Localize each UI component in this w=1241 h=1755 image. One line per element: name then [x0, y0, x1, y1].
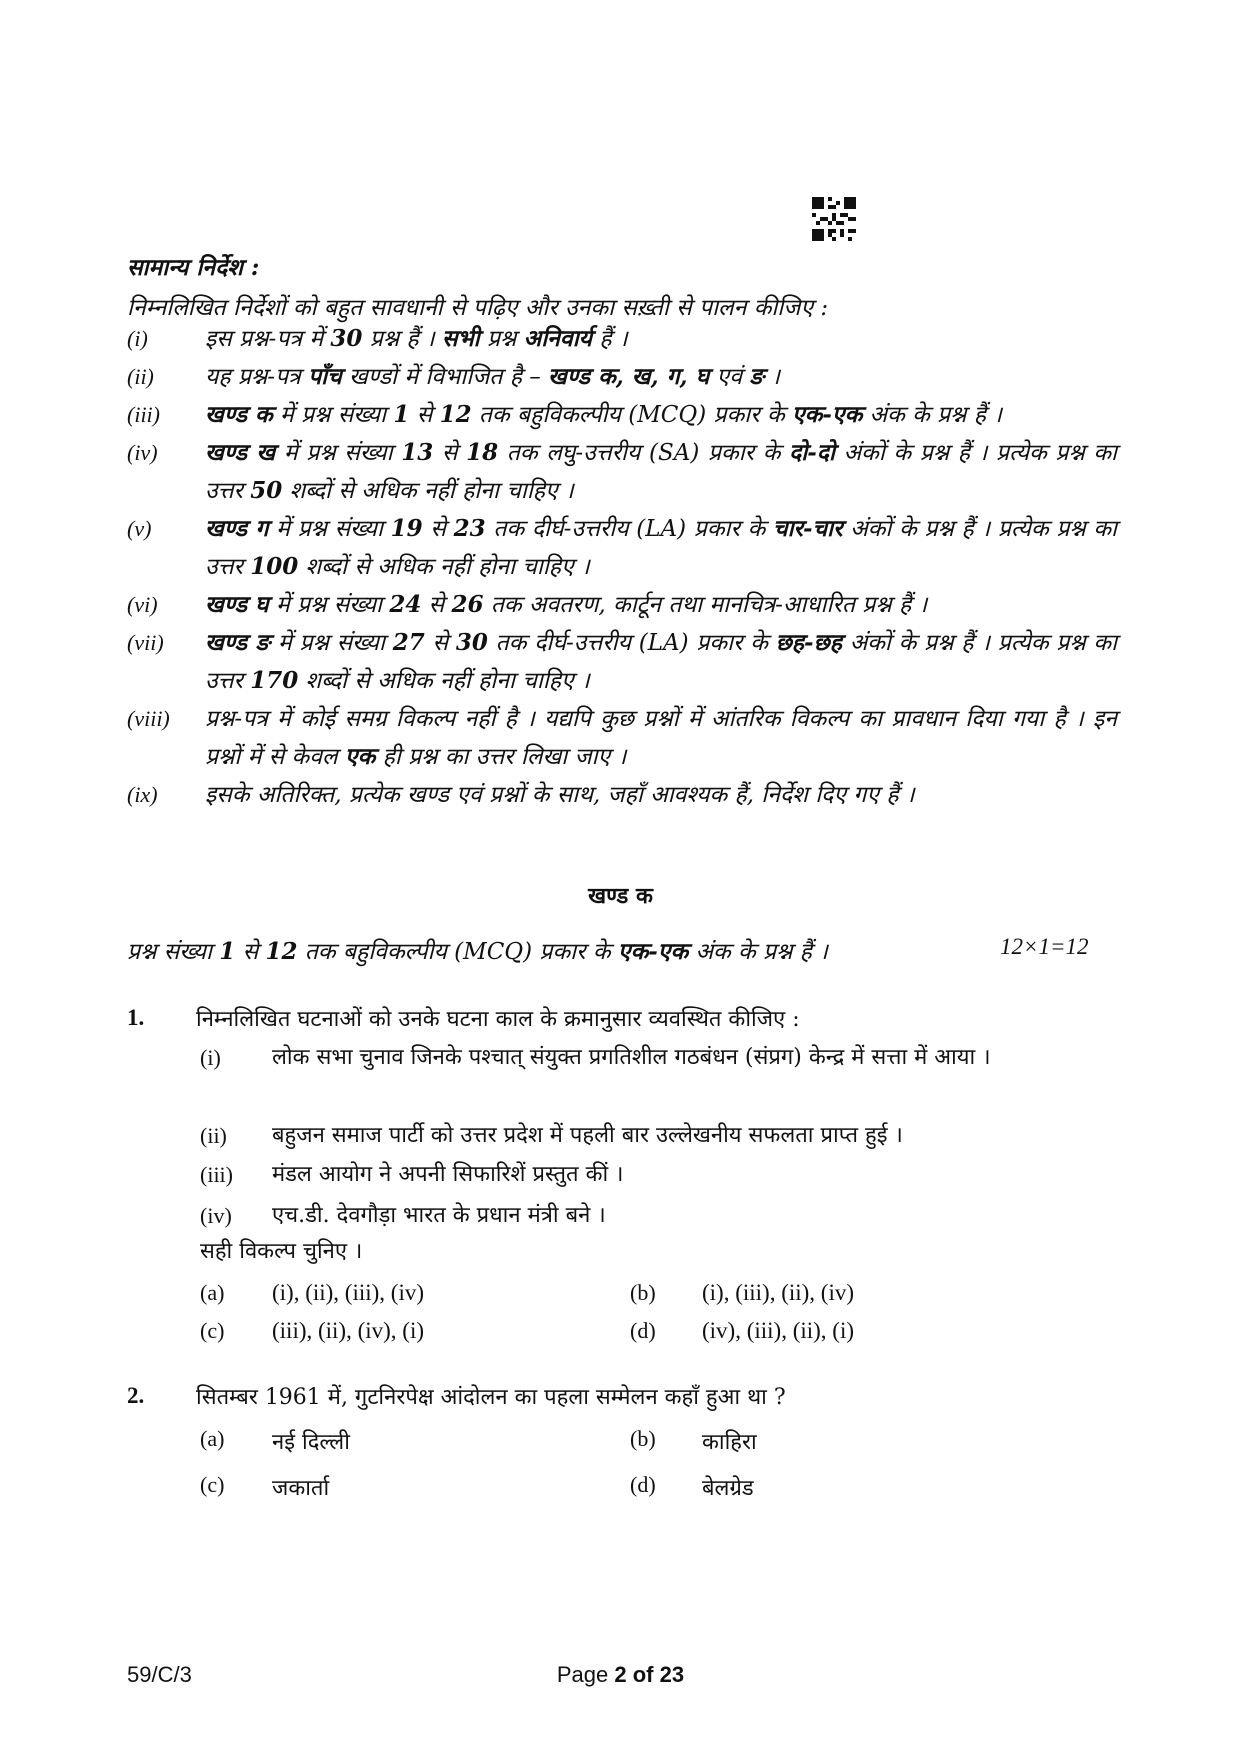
instruction-text-part: अंकों के प्रश्न हैं । प्रत्येक प्रश्न का उत्तर	[205, 440, 1118, 504]
choose-instruction: सही विकल्प चुनिए ।	[200, 1239, 363, 1264]
option-label: (d)	[630, 1472, 656, 1497]
instruction-text-part: एवं	[709, 364, 750, 390]
instruction-text-part: तक दीर्घ-उत्तरीय (LA) प्रकार के	[487, 630, 776, 656]
page-prefix: Page	[556, 1662, 615, 1687]
instruction-item	[127, 320, 1117, 358]
option-label: (a)	[200, 1280, 225, 1305]
instruction-item	[127, 700, 1117, 776]
option-text: (iii), (ii), (iv), (i)	[272, 1318, 425, 1343]
instruction-text-part: शब्दों से अधिक नहीं होना चाहिए ।	[282, 478, 574, 504]
section-title: खण्ड क	[588, 883, 653, 909]
emphasis-text: 30	[455, 629, 488, 656]
emphasis-text: सभी	[441, 325, 480, 352]
page-of: of	[626, 1662, 660, 1687]
sub-item	[200, 1040, 1080, 1076]
emphasis-text: 12	[265, 938, 298, 965]
instruction-text-part: में प्रश्न संख्या	[268, 516, 391, 542]
instruction-item	[127, 776, 1117, 814]
section-marks: 12×1=12	[1000, 934, 1089, 959]
sub-item-number: (iii)	[200, 1162, 233, 1187]
option-label: (c)	[200, 1318, 225, 1343]
instruction-text-part: अंकों के प्रश्न हैं । प्रत्येक प्रश्न का उत्तर	[205, 630, 1118, 694]
section-note-part: प्रश्न संख्या	[127, 939, 220, 965]
instruction-item	[127, 586, 1117, 624]
emphasis-text: पाँच	[308, 363, 342, 390]
instruction-text-part: ।	[763, 364, 780, 390]
page-current: 2	[614, 1662, 627, 1687]
sub-item-number: (i)	[200, 1045, 221, 1070]
emphasis-text: एक-एक	[791, 401, 863, 428]
instruction-text-part: तक अवतरण, कार्टून तथा मानचित्र-आधारित प्रश्न हैं ।	[483, 592, 928, 618]
paper-code: 59/C/3	[127, 1662, 192, 1687]
emphasis-text: 13	[401, 439, 434, 466]
option-label: (b)	[630, 1426, 656, 1451]
option-text: (i), (ii), (iii), (iv)	[272, 1280, 425, 1305]
option-label: (d)	[630, 1318, 656, 1343]
section-note-part: से	[235, 939, 266, 965]
emphasis-text: एक	[344, 743, 376, 770]
instruction-text	[205, 624, 1117, 700]
instruction-text-part: यह प्रश्न-पत्र	[205, 364, 309, 390]
instruction-text-part: से	[422, 516, 454, 542]
instruction-number: (ii)	[127, 364, 154, 389]
emphasis-text: 19	[390, 515, 423, 542]
page-total: 23	[659, 1662, 685, 1687]
emphasis-text: 170	[250, 667, 299, 694]
instruction-text	[205, 320, 1117, 358]
instruction-number: (ix)	[127, 782, 158, 807]
general-instructions-title: सामान्य निर्देश :	[127, 254, 260, 281]
sub-item-text: बहुजन समाज पार्टी को उत्तर प्रदेश में पहली बार उल्लेखनीय सफलता प्राप्त हुई ।	[272, 1123, 903, 1148]
instruction-text-part: से	[424, 630, 456, 656]
emphasis-text: एक-एक	[617, 938, 689, 965]
sub-item-text: मंडल आयोग ने अपनी सिफारिशें प्रस्तुत कीं ।	[272, 1162, 624, 1187]
emphasis-text: चार-चार	[773, 515, 843, 542]
option-text: काहिरा	[702, 1430, 757, 1455]
emphasis-text: खण्ड क	[205, 401, 273, 428]
option-text: बेलग्रेड	[702, 1476, 754, 1501]
instruction-number: (v)	[127, 516, 152, 541]
sub-item-text: एच.डी. देवगौड़ा भारत के प्रधान मंत्री बने ।	[272, 1203, 606, 1228]
emphasis-text: 26	[451, 591, 484, 618]
emphasis-text: 1	[393, 401, 410, 428]
sub-item-number: (iv)	[200, 1203, 232, 1228]
option-text: जकार्ता	[272, 1476, 330, 1501]
section-note-part: अंक के प्रश्न हैं ।	[688, 939, 828, 965]
instruction-text-part: तक लघु-उत्तरीय (SA) प्रकार के	[498, 440, 790, 466]
emphasis-text: छह-छह	[775, 629, 842, 656]
sub-item-text: लोक सभा चुनाव जिनके पश्चात् संयुक्त प्रगतिशील गठबंधन (संप्रग) केन्द्र में सत्ता में आया ।	[272, 1045, 991, 1070]
instruction-text-part: से	[409, 402, 440, 428]
instruction-item	[127, 396, 1117, 434]
emphasis-text: 23	[453, 515, 486, 542]
instruction-text-part: में प्रश्न संख्या	[272, 402, 394, 428]
instruction-text-part: शब्दों से अधिक नहीं होना चाहिए ।	[298, 554, 590, 580]
instruction-item	[127, 434, 1117, 510]
emphasis-text: 12	[439, 401, 472, 428]
instruction-number: (viii)	[127, 706, 170, 731]
instruction-text-part: तक दीर्घ-उत्तरीय (LA) प्रकार के	[485, 516, 773, 542]
question-text: निम्नलिखित घटनाओं को उनके घटना काल के क्रमानुसार व्यवस्थित कीजिए :	[196, 1007, 800, 1032]
instruction-text-part: में प्रश्न संख्या	[275, 440, 402, 466]
sub-item	[200, 1157, 1080, 1193]
question-number: 2.	[127, 1383, 145, 1408]
instruction-text-part: प्रश्न-पत्र में कोई समग्र विकल्प नहीं है । यद्यपि कुछ प्रश्नों में आंतरिक विकल्प का प्रावधान दिया गया है । इन प्रश्नों में से केवल	[205, 706, 1117, 770]
sub-item	[200, 1198, 1080, 1234]
option-text: नई दिल्ली	[272, 1430, 350, 1455]
instruction-text	[205, 358, 1117, 396]
instruction-text	[205, 434, 1117, 510]
emphasis-text: खण्ड ग	[205, 515, 269, 542]
instruction-item	[127, 510, 1117, 586]
option-text: (iv), (iii), (ii), (i)	[702, 1318, 855, 1343]
instruction-text-part: तक बहुविकल्पीय (MCQ) प्रकार के	[471, 402, 792, 428]
sub-item-number: (ii)	[200, 1123, 227, 1148]
instruction-text	[205, 700, 1117, 776]
instruction-text-part: से	[433, 440, 467, 466]
instruction-number: (iv)	[127, 440, 158, 465]
instruction-text	[205, 510, 1117, 586]
emphasis-text: 30	[330, 325, 363, 352]
instruction-text-part: इसके अतिरिक्त, प्रत्येक खण्ड एवं प्रश्नों के साथ, जहाँ आवश्यक हैं, निर्देश दिए गए हैं ।	[205, 782, 915, 808]
emphasis-text: खण्ड क, ख, ग, घ	[548, 363, 710, 390]
qr-code-icon	[812, 197, 856, 241]
instruction-text-part: प्रश्न हैं ।	[362, 326, 442, 352]
instruction-text-part: में प्रश्न संख्या	[268, 592, 390, 618]
question-text: सितम्बर 1961 में, गुटनिरपेक्ष आंदोलन का पहला सम्मेलन कहाँ हुआ था ?	[196, 1385, 786, 1410]
instruction-text	[205, 776, 1117, 814]
section-note	[127, 934, 828, 966]
option-label: (a)	[200, 1426, 225, 1451]
emphasis-text: खण्ड ख	[205, 439, 276, 466]
emphasis-text: 1	[219, 938, 236, 965]
instruction-number: (vii)	[127, 630, 164, 655]
option-label: (b)	[630, 1280, 656, 1305]
instruction-text-part: में प्रश्न संख्या	[270, 630, 393, 656]
instruction-text-part: से	[421, 592, 452, 618]
instruction-number: (i)	[127, 326, 148, 351]
instruction-text-part: खण्डों में विभाजित है –	[341, 364, 549, 390]
instruction-text-part: ही प्रश्न का उत्तर लिखा जाए ।	[375, 744, 627, 770]
question-number: 1.	[127, 1005, 145, 1030]
option-label: (c)	[200, 1472, 225, 1497]
emphasis-text: खण्ड ङ	[205, 629, 271, 656]
emphasis-text: 18	[466, 439, 499, 466]
instruction-number: (vi)	[127, 592, 158, 617]
section-note-part: तक बहुविकल्पीय (MCQ) प्रकार के	[297, 939, 618, 965]
instruction-text-part: अंक के प्रश्न हैं ।	[862, 402, 1002, 428]
general-instructions-intro: निम्नलिखित निर्देशों को बहुत सावधानी से पढ़िए और उनका सख़्ती से पालन कीजिए :	[127, 295, 829, 321]
instruction-item	[127, 624, 1117, 700]
emphasis-text: ङ	[749, 363, 764, 390]
emphasis-text: दो-दो	[789, 439, 835, 466]
emphasis-text: 27	[392, 629, 425, 656]
page-number	[0, 1662, 1241, 1688]
emphasis-text: खण्ड घ	[205, 591, 269, 618]
instruction-item	[127, 358, 1117, 396]
option-text: (i), (iii), (ii), (iv)	[702, 1280, 855, 1305]
instruction-text-part: हैं ।	[592, 326, 628, 352]
instruction-text-part: इस प्रश्न-पत्र में	[205, 326, 331, 352]
sub-item	[200, 1118, 1080, 1154]
emphasis-text: अनिवार्य	[523, 325, 593, 352]
emphasis-text: 24	[389, 591, 422, 618]
instruction-text-part: प्रश्न	[479, 326, 524, 352]
instruction-text-part: शब्दों से अधिक नहीं होना चाहिए ।	[298, 668, 590, 694]
emphasis-text: 100	[250, 553, 299, 580]
emphasis-text: 50	[250, 477, 283, 504]
instruction-text	[205, 396, 1117, 434]
instruction-text	[205, 586, 1117, 624]
instruction-text-part: अंकों के प्रश्न हैं । प्रत्येक प्रश्न का उत्तर	[205, 516, 1117, 580]
instruction-number: (iii)	[127, 402, 160, 427]
